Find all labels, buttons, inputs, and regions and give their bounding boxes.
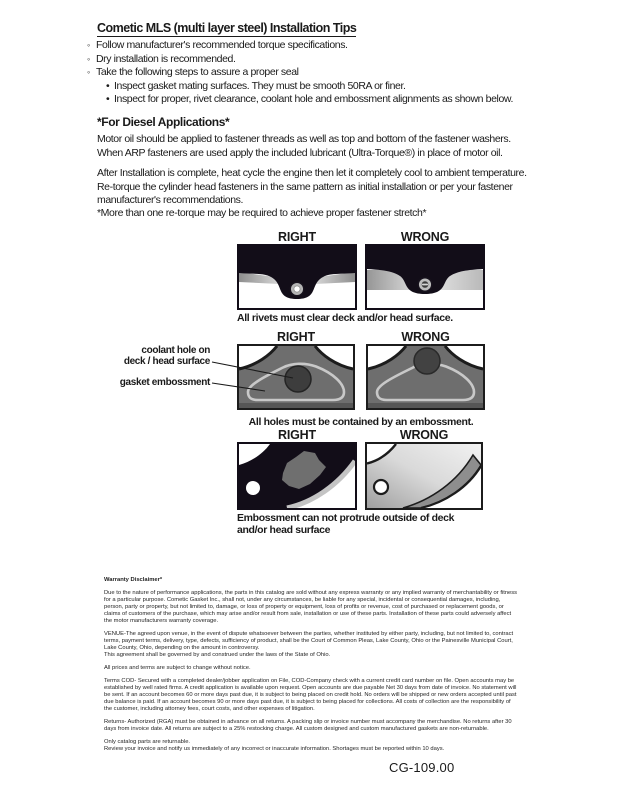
circle-bullet-icon: ◦ [87,40,90,50]
legal-block [104,577,518,759]
gasket-embossment-label: gasket embossment [119,377,210,388]
rivet-caption: All rivets must clear deck and/or head surface. [237,312,453,324]
right-label: RIGHT [278,428,316,442]
dot-bullet-icon: • [106,79,110,92]
tip-text: Inspect for proper, rivet clearance, coolant hole and embossment alignments as shown below. [114,93,514,105]
diesel-section-heading: *For Diesel Applications* [97,115,230,129]
returnable-line: Only catalog parts are returnable. [104,739,191,745]
page-title: Cometic MLS (multi layer steel) Installation Tips [97,21,357,35]
embossment-protrusion-right-diagram [237,442,357,510]
leader-lines [203,352,303,394]
tips-list [87,39,547,107]
list-item [87,53,547,67]
diesel-paragraph-2: After Installation is complete, heat cycle the engine then let it completely cool to ambient temperature. Re-torque the cylinder head fasteners in the same pattern as initial installation or per your fastener manufacturer's recommendations. [97,167,527,206]
rivet-clearance-right-diagram [237,244,357,310]
wrong-label: WRONG [401,330,450,344]
page-title-wrap [97,19,356,37]
governing-law-line: This agreement shall be governed by and construed under the laws of the State of Ohio. [104,652,331,658]
retorque-note: *More than one re-torque may be required to achieve proper fastener stretch* [97,207,427,219]
embossment-protrusion-wrong-diagram [365,442,483,510]
circle-bullet-icon: ◦ [87,53,90,64]
prices-line: All prices and terms are subject to change without notice. [104,665,251,671]
wrong-label: WRONG [399,428,449,442]
circle-bullet-icon: ◦ [87,67,90,77]
diesel-paragraph-1: Motor oil should be applied to fastener threads as well as top and bottom of the fastener washers. When ARP fasteners are used apply the included lubricant (Ultra-Torque®) in place of motor oil. [97,133,511,159]
list-item [87,66,547,80]
list-item [106,93,547,107]
list-item [106,80,547,94]
venue-paragraph: VENUE-The agreed upon venue, in the event of dispute whatsoever between the parties, whether instituted by either party, including, but not limited to, contract terms, payment terms, delivery, type, defects, sufficiency of product, shall be the Court of Common Pleas, Lake County, Ohio or the Painesville Municipal Court, Lake County, Ohio, depending on the amount in controversy. [104,631,514,651]
terms-paragraph: Terms COD- Secured with a completed dealer/jobber application on File, COD-Company check with a current credit card number on file. Open accounts may be established by well rated firms. A credit application is available upon request. Open accounts are due payable Net 30 days from date of invoice. No statement will be sent. If an account becomes 60 or more days past due, it is subject to being placed on credit hold. No orders will be shipped or new orders accepted until past due balance is paid. If an account becomes 90 or more days past due, it is subject to being placed for collections. All costs of collection are the responsibility of the customer, including attorney fees, court costs, and other expenses of litigation. [104,678,517,712]
right-label: RIGHT [277,330,315,344]
wrong-label: WRONG [400,230,450,244]
page-code: CG-109.00 [389,760,455,775]
review-invoice-line: Review your invoice and notify us immediately of any incorrect or inaccurate information. Shortages must be reported within 10 days. [104,746,445,752]
warranty-disclaimer-heading: Warranty Disclaimer* [104,577,163,583]
tip-text: Inspect gasket mating surfaces. They must be smooth 50RA or finer. [114,79,406,92]
dot-bullet-icon: • [106,93,110,105]
tip-text: Follow manufacturer's recommended torque specifications. [96,39,348,51]
rivet-clearance-wrong-diagram [365,244,485,310]
list-item [87,39,547,53]
tip-text: Dry installation is recommended. [96,52,236,65]
right-label: RIGHT [278,230,316,244]
holes-caption: All holes must be contained by an embossment. [248,416,474,428]
returns-paragraph: Returns- Authorized (RGA) must be obtained in advance on all returns. A packing slip or invoice number must accompany the merchandise. No returns after 30 days from invoice date. All returns are subject to a 25% restocking charge. All custom designed and custom manufactured gaskets are non-returnable. [104,719,512,732]
protrusion-caption: Embossment can not protrude outside of deck and/or head surface [237,512,455,536]
embossment-containment-wrong-diagram [366,344,485,410]
warranty-paragraph: Due to the nature of performance applications, the parts in this catalog are sold without any express warranty or any implied warranty of merchantability or fitness for a particular purpose. Cometic Gasket Inc., shall not, under any circumstances, be liable for any special, incidental or consequential damages, including, person, party or property, but not limited to, damage, or loss of property or equipment, loss of profits or revenue, cost of purchased or replacement goods, or claims of customers of the purchase, which may arise and/or result from sale, installation or use of these parts. Installation of these parts could adversely affect the motor manufacturers warranty coverage. [104,590,518,624]
coolant-hole-label: coolant hole on deck / head surface [123,345,210,367]
tip-text: Take the following steps to assure a proper seal [96,66,299,78]
